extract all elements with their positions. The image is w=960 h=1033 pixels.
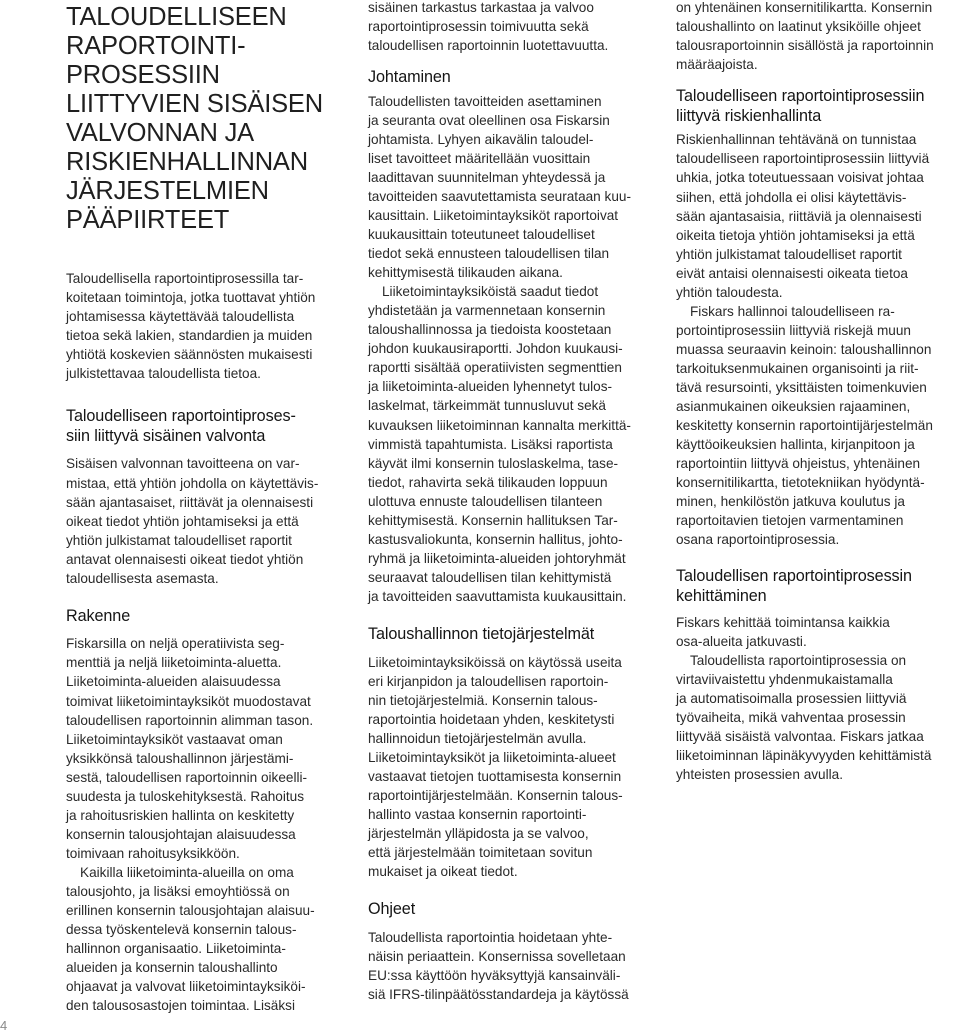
heading-structure xyxy=(66,607,348,627)
text-line: Fiskars hallinnoi taloudelliseen ra- xyxy=(690,303,895,319)
text-line: osana raportointiprosessia. xyxy=(676,532,840,548)
risk-management-paragraph-2 xyxy=(676,302,960,550)
text-line: muassa seuraavin keinoin: taloushallinnon xyxy=(676,341,932,357)
text-line: menttiä ja neljä liiketoiminta-aluetta. xyxy=(66,655,282,671)
development-paragraph-2 xyxy=(676,651,960,784)
management-paragraph xyxy=(368,92,660,282)
text-line: raportointiin liittyvä ohjeistus, yhtenäinen xyxy=(676,456,921,472)
column-3 xyxy=(676,0,960,784)
text-line: portointiprosessiin liittyviä riskejä muun xyxy=(676,322,911,338)
text-line: Liiketoimintayksiköt ja liiketoiminta-alueet xyxy=(368,749,616,765)
text-line: erillinen konsernin talousjohtajan alaisuu- xyxy=(66,903,315,919)
text-line: käyttöoikeuksien hallinta, kirjanpitoon ja xyxy=(676,437,915,453)
text-line: alueiden ja konsernin taloushallinto xyxy=(66,960,278,976)
text-line: RISKIENHALLINNAN xyxy=(66,148,308,176)
structure-paragraph xyxy=(66,634,348,863)
text-line: mukaiset ja oikeat tiedot. xyxy=(368,864,518,880)
heading-guidelines xyxy=(368,900,660,920)
text-line: käyvät ilmi konsernin tuloslaskelma, tase- xyxy=(368,455,619,471)
text-line: laadittavan suunnitelman yhteydessä ja xyxy=(368,169,606,185)
text-line: työvaiheita, mikä vahventaa prosessin xyxy=(676,709,906,725)
text-line: kehittymisestä tilikauden aikana. xyxy=(368,265,563,281)
text-line: yhtiön taloudesta. xyxy=(676,284,783,300)
text-line: den talousosastojen toimintaa. Lisäksi xyxy=(66,998,295,1014)
column-2 xyxy=(368,0,660,1004)
text-line: liittyvä riskienhallinta xyxy=(676,106,822,125)
text-line: Taloudellista raportointia hoidetaan yhte- xyxy=(368,929,613,945)
heading-information-systems xyxy=(368,625,660,645)
text-line: Fiskars kehittää toimintansa kaikkia xyxy=(676,614,890,630)
text-line: EU:ssa käyttöön hyväksyttyjä kansainväli- xyxy=(368,967,621,983)
text-line: talousraportoinnin sisällöstä ja raportoinnin xyxy=(676,38,934,54)
text-line: Taloudelliseen raportointiproses- xyxy=(66,407,296,426)
text-line: virtaviivaistettu yhdenmukaistamalla xyxy=(676,671,893,687)
text-line: kuukausittain toteutuneet taloudelliset xyxy=(368,227,595,243)
text-line: taloudelliseen raportointiprosessiin liittyviä xyxy=(676,151,930,167)
text-line: keskitetty konsernin raportointijärjestelmän xyxy=(676,418,933,434)
text-line: koitetaan toimintoja, jotka tuottavat yhtiön xyxy=(66,290,316,306)
text-line: on yhtenäinen konsernitilikartta. Konsernin xyxy=(676,0,933,15)
text-line: ja tavoitteiden saavuttamista kuukausittain. xyxy=(368,588,627,604)
text-line: osa-alueita jatkuvasti. xyxy=(676,633,807,649)
text-line: yhteisten prosessien avulla. xyxy=(676,766,843,782)
text-line: ryhmä ja liiketoiminta-alueiden johtoryhmät xyxy=(368,550,626,566)
intro-paragraph xyxy=(66,269,348,383)
text-line: kausittain. Liiketoimintayksiköt raportoivat xyxy=(368,208,619,224)
guidelines-paragraph xyxy=(368,928,660,1004)
text-line: mistaa, että yhtiön johdolla on käytettävis- xyxy=(66,475,319,491)
text-line: taloushallinto on laatinut yksiköille ohjeet xyxy=(676,19,921,35)
text-line: uhkia, jotka toteutuessaan voisivat johtaa xyxy=(676,170,924,186)
column-1 xyxy=(66,0,348,1015)
text-line: Taloudellisella raportointiprosessilla tar- xyxy=(66,271,304,286)
text-line: tävä resursointi, yksittäisten toimenkuvien xyxy=(676,379,927,395)
development-paragraph xyxy=(676,613,960,651)
text-line: Liiketoimintayksiköistä saadut tiedot xyxy=(382,284,599,300)
text-line: sestä, taloudellisen raportoinnin oikeelli- xyxy=(66,769,308,785)
text-line: toimivat liiketoimintayksiköt muodostavat xyxy=(66,693,311,709)
text-line: määräajoista. xyxy=(676,57,758,73)
text-line: LIITTYVIEN SISÄISEN xyxy=(66,90,323,118)
risk-management-paragraph xyxy=(676,130,960,301)
text-line: toimivaan rahoitusyksikköön. xyxy=(66,845,240,861)
text-line: hallinnoidun tietojärjestelmän avulla. xyxy=(368,730,587,746)
text-line: raportointiprosessin toimivuutta sekä xyxy=(368,19,589,35)
text-line: johtamista. Lyhyen aikavälin taloudel- xyxy=(368,131,594,147)
text-line: raportointijärjestelmään. Konsernin talous- xyxy=(368,787,623,803)
text-line: Taloudellista raportointiprosessia on xyxy=(690,652,907,668)
text-line: taloudellisen raportoinnin alimman tason. xyxy=(66,712,314,728)
page-number: 4 xyxy=(0,1018,8,1033)
text-line: talousjohto, ja lisäksi emoyhtiössä on xyxy=(66,884,290,899)
text-line: Johtaminen xyxy=(368,68,451,87)
text-line: Rakenne xyxy=(66,606,131,625)
text-line: Riskienhallinnan tehtävänä on tunnistaa xyxy=(676,132,917,148)
text-line: yhtiötä koskevien säännösten mukaisesti xyxy=(66,347,313,363)
text-line: Fiskarsilla on neljä operatiivista seg- xyxy=(66,636,285,652)
management-paragraph-2 xyxy=(368,282,660,606)
text-line: asianmukainen oikeuksien rajaaminen, xyxy=(676,399,911,415)
text-line: seuraavat taloudellisen tilan kehittymistä xyxy=(368,569,612,585)
text-line: siin liittyvä sisäinen valvonta xyxy=(66,426,266,445)
text-line: JÄRJESTELMIEN xyxy=(66,177,269,205)
text-line: vastaavat tietojen tuottamisesta konsernin xyxy=(368,768,622,784)
text-line: vimmistä tapahtumista. Lisäksi raportista xyxy=(368,436,613,452)
page-title xyxy=(66,0,348,235)
text-line: oikeat tiedot yhtiön johtamiseksi ja että xyxy=(66,513,299,529)
text-line: näisin periaattein. Konsernissa sovelletaan xyxy=(368,948,626,964)
heading-development xyxy=(676,567,960,606)
text-line: oikeita tietoja yhtiön johtamiseksi ja että xyxy=(676,227,915,243)
text-line: julkistettavaa taloudellista tietoa. xyxy=(66,366,261,382)
text-line: tiedot sekä ennusteen taloudellisen tilan xyxy=(368,246,610,262)
heading-management xyxy=(368,68,660,88)
text-line: Taloudelliseen raportointiprosessiin xyxy=(676,87,925,106)
text-line: minen, henkilöstön jatkuva koulutus ja xyxy=(676,494,905,510)
text-line: että järjestelmään toimitetaan sovitun xyxy=(368,845,593,861)
text-line: Ohjeet xyxy=(368,900,416,919)
text-line: Taloudellisten tavoitteiden asettaminen xyxy=(368,93,602,109)
text-line: siä IFRS-tilinpäätösstandardeja ja käytössä xyxy=(368,986,629,1002)
text-line: taloushallinnossa ja tiedoista koostetaan xyxy=(368,322,612,338)
text-line: yksikkönsä taloushallinnon järjestämi- xyxy=(66,750,294,766)
text-line: hallinnon organisaatio. Liiketoiminta- xyxy=(66,941,286,957)
structure-paragraph-2 xyxy=(66,863,348,1015)
text-line: suudesta ja tuloskehityksestä. Rahoitus xyxy=(66,788,305,804)
text-line: ulottuva ennuste taloudellisen tilanteen xyxy=(368,493,603,509)
continuation-paragraph-col3 xyxy=(676,0,960,74)
text-line: taloudellisen raportoinnin luotettavuutta. xyxy=(368,38,609,54)
text-line: liiketoiminnan läpinäkyvyyden kehittämistä xyxy=(676,747,932,763)
continuation-paragraph xyxy=(368,0,660,55)
heading-risk-management xyxy=(676,87,960,126)
text-line: Liiketoimintayksiköt vastaavat oman xyxy=(66,731,283,747)
text-line: kuvauksen liiketoiminnan kannalta merkittä- xyxy=(368,417,631,433)
text-line: kehittymisestä. Konsernin hallituksen Tar- xyxy=(368,512,618,528)
text-line: VALVONNAN JA xyxy=(66,119,254,147)
text-line: TALOUDELLISEEN xyxy=(66,3,287,31)
text-line: tarkoituksenmukainen organisointi ja riit- xyxy=(676,360,919,376)
text-line: Liiketoimintayksiköissä on käytössä useita xyxy=(368,654,622,670)
text-line: tavoitteiden saavutettamista seurataan kuu- xyxy=(368,188,631,204)
text-line: Taloudellisen raportointiprosessin xyxy=(676,567,912,586)
text-line: konsernin talousjohtajan alaisuudessa xyxy=(66,826,296,842)
text-line: antavat olennaisesti oikeat tiedot yhtiön xyxy=(66,551,304,567)
text-line: ja liiketoiminta-alueiden lyhennetyt tulos- xyxy=(368,379,613,395)
text-line: ja automatisoimalla prosessien liittyviä xyxy=(676,690,907,706)
text-line: sään ajantasaiset, riittävät ja olennaisesti xyxy=(66,494,314,510)
text-line: Liiketoiminta-alueiden alaisuudessa xyxy=(66,674,281,690)
text-line: ja rahoitusriskien hallinta on keskitetty xyxy=(66,807,295,823)
text-line: RAPORTOINTI- xyxy=(66,32,246,60)
text-line: Taloushallinnon tietojärjestelmät xyxy=(368,625,595,643)
text-line: liittyvää sisäistä valvontaa. Fiskars jatkaa xyxy=(676,728,924,744)
text-line: liset tavoitteet määritellään vuosittain xyxy=(368,150,591,166)
heading-internal-control xyxy=(66,407,348,446)
text-line: siihen, että johdolla ei olisi käytettävis- xyxy=(676,189,907,205)
text-line: raportti sisältää operatiivisten segmenttien xyxy=(368,360,622,376)
text-line: yhtiön julkistamat taloudelliset raportit xyxy=(66,532,292,548)
text-line: eri kirjanpidon ja taloudellisen raportoin- xyxy=(368,673,609,689)
text-line: taloudellisesta asemasta. xyxy=(66,570,219,586)
text-line: eivät antaisi olennaisesti oikeata tietoa xyxy=(676,265,908,281)
text-line: raportointia hoidetaan yhden, keskitetysti xyxy=(368,711,615,727)
text-line: yhdistetään ja varmennetaan konsernin xyxy=(368,303,606,319)
text-line: järjestelmän ylläpidosta ja se valvoo, xyxy=(368,826,589,842)
text-line: ohjaavat ja valvovat liiketoimintayksiköi- xyxy=(66,979,306,995)
text-line: hallinto vastaa konsernin raportointi- xyxy=(368,806,587,822)
text-line: nin tietojärjestelmiä. Konsernin talous- xyxy=(368,692,598,708)
text-line: tiedot, rahavirta sekä tilikauden loppuun xyxy=(368,474,608,490)
internal-control-paragraph xyxy=(66,454,348,587)
information-systems-paragraph xyxy=(368,653,660,882)
text-line: ja seuranta ovat oleellinen osa Fiskarsin xyxy=(368,112,610,128)
text-line: kastusvaliokunta, konsernin hallitus, johto- xyxy=(368,531,623,547)
text-line: johtamisessa käytettävää taloudellista xyxy=(66,309,295,325)
text-line: kehittäminen xyxy=(676,587,767,605)
text-line: sään ajantasaisia, riittäviä ja olennaisesti xyxy=(676,208,922,224)
text-line: PROSESSIIN xyxy=(66,61,220,89)
text-line: konsernitilikartta, tietotekniikan hyödyntä- xyxy=(676,475,925,491)
text-line: raportoitavien tietojen varmentaminen xyxy=(676,513,904,529)
text-line: laskelmat, tärkeimmät tunnusluvut sekä xyxy=(368,398,606,414)
text-line: johdon kuukausiraportti. Johdon kuukausi- xyxy=(368,341,623,357)
text-line: Sisäisen valvonnan tavoitteena on var- xyxy=(66,456,300,472)
text-line: tietoa sekä lakien, standardien ja muiden xyxy=(66,328,313,344)
text-line: dessa työskentelevä konsernin talous- xyxy=(66,922,297,938)
text-line: yhtiön julkistamat taloudelliset raportit xyxy=(676,246,902,262)
text-line: sisäinen tarkastus tarkastaa ja valvoo xyxy=(368,0,594,15)
text-line: PÄÄPIIRTEET xyxy=(66,206,230,234)
text-line: Kaikilla liiketoiminta-alueilla on oma xyxy=(80,864,294,880)
